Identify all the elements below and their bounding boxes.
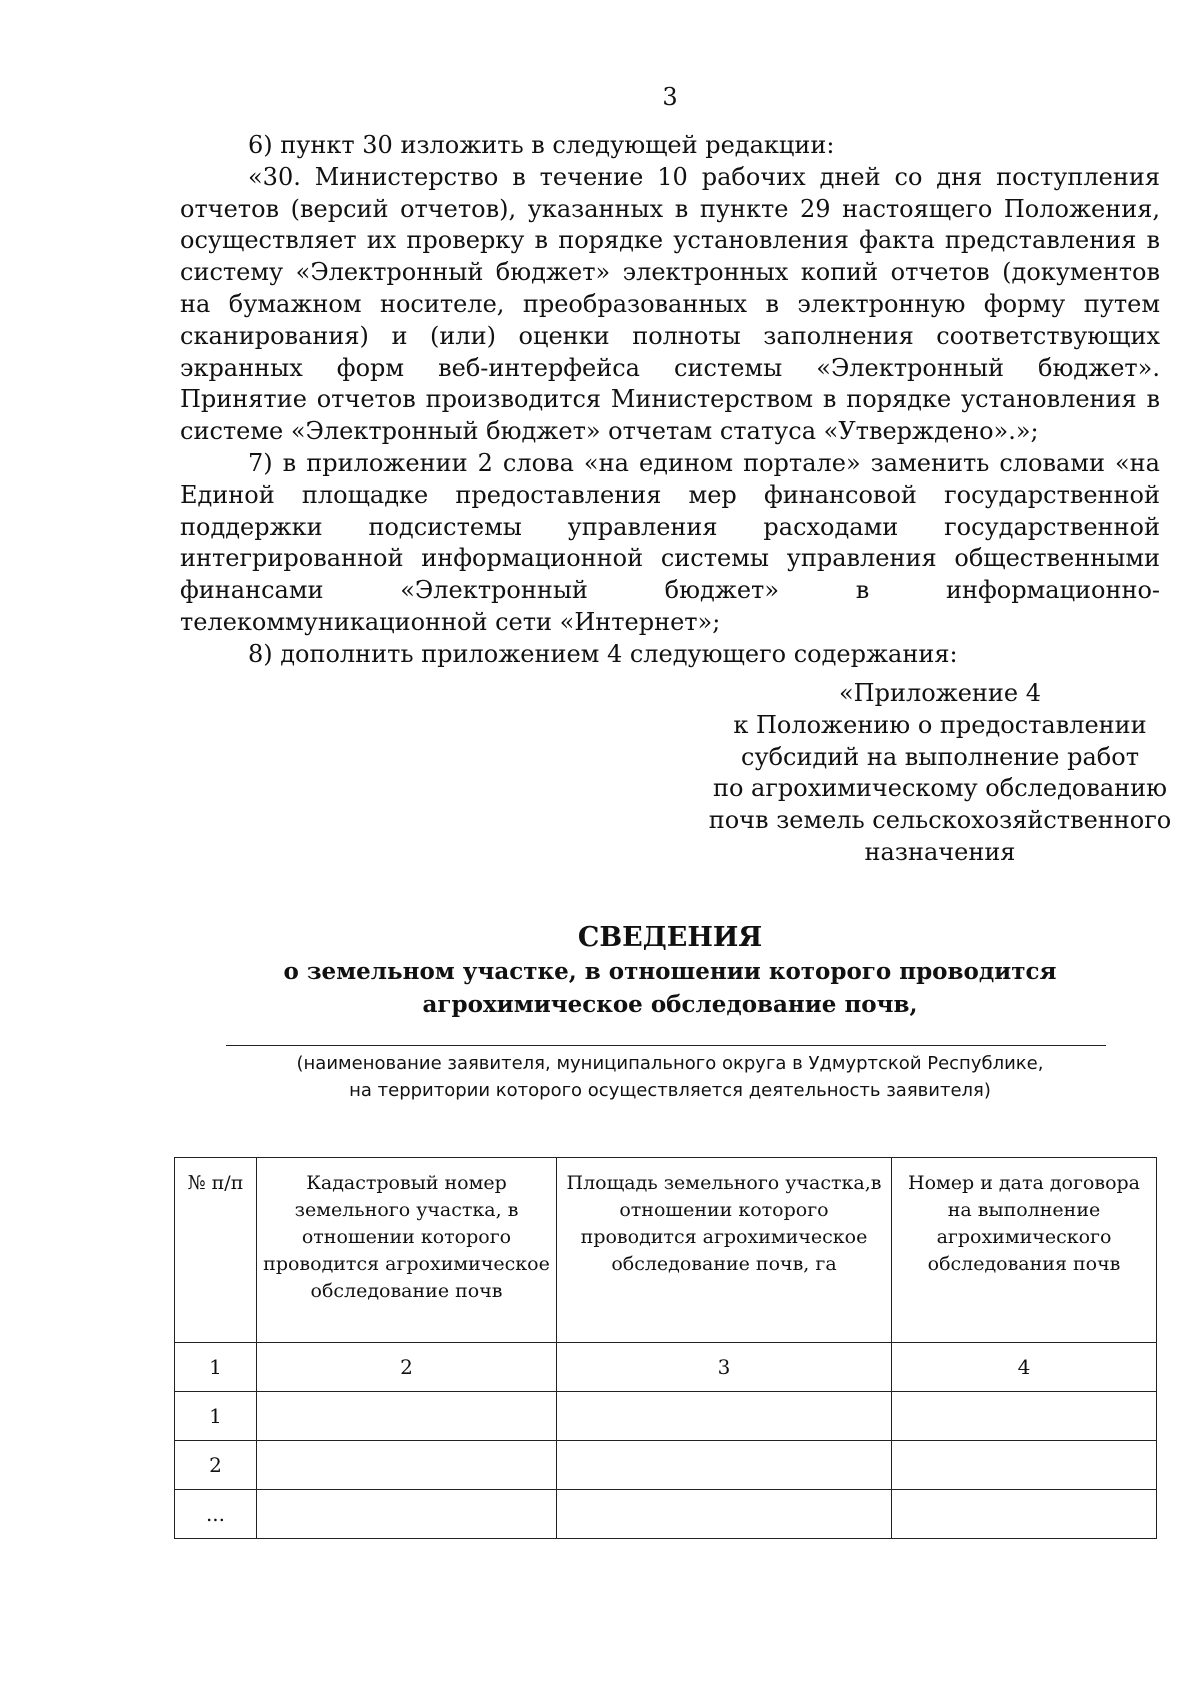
column-number-cell: 4 bbox=[892, 1343, 1157, 1392]
header-cell-number: № п/п bbox=[175, 1158, 257, 1343]
subtitle-line: агрохимическое обследование почв, bbox=[422, 991, 918, 1018]
appendix-line: почв земель сельскохозяйственного bbox=[708, 806, 1172, 835]
table-row bbox=[175, 1392, 1157, 1441]
table-column-number-row bbox=[175, 1343, 1157, 1392]
header-cell-cadastral: Кадастровый номер земельного участка, в отношении которого проводится агрохимическое обследование почв bbox=[257, 1158, 557, 1343]
table-cell bbox=[257, 1441, 557, 1490]
paragraph-item-8: 8) дополнить приложением 4 следующего содержания: bbox=[248, 639, 958, 668]
table-row bbox=[175, 1441, 1157, 1490]
paragraph-item-30: «30. Министерство в течение 10 рабочих дней со дня поступления отчетов (версий отчетов), указанных в пункте 29 настоящего Положения, осуществляет их проверку в порядке установления факта представления в систему «Электронный бюджет» электронных копий отчетов (документов на бумажном носителе, преобразованных в электронную форму путем сканирования) и (или) оценки полноты заполнения соответствующих экранных форм веб-интерфейса системы «Электронный бюджет». Принятие отчетов производится Министерством в порядке установления в системе «Электронный бюджет» отчетам статуса «Утверждено».»; bbox=[180, 162, 1160, 446]
column-number-cell: 2 bbox=[257, 1343, 557, 1392]
table-row bbox=[175, 1490, 1157, 1539]
header-cell-contract: Номер и дата договора на выполнение агрохимического обследования почв bbox=[892, 1158, 1157, 1343]
appendix-line: к Положению о предоставлении bbox=[733, 710, 1147, 739]
table-cell bbox=[892, 1441, 1157, 1490]
document-title: СВЕДЕНИЯ bbox=[577, 922, 763, 953]
applicant-fill-line bbox=[226, 1045, 1106, 1046]
table-cell bbox=[257, 1490, 557, 1539]
paragraph-item-7: 7) в приложении 2 слова «на едином портале» заменить словами «на Единой площадке предоставления мер финансовой государственной поддержки подсистемы управления расходами государственной интегрированной информационной системы управления общественными финансами «Электронный бюджет» в информационно-телекоммуникационной сети «Интернет»; bbox=[180, 448, 1160, 636]
table-cell bbox=[557, 1392, 892, 1441]
table-cell: ... bbox=[175, 1490, 257, 1539]
caption-line: (наименование заявителя, муниципального округа в Удмуртской Республике, bbox=[296, 1053, 1044, 1074]
table-cell bbox=[892, 1392, 1157, 1441]
land-plot-table bbox=[174, 1157, 1157, 1539]
header-cell-area: Площадь земельного участка,в отношении которого проводится агрохимическое обследование почв, га bbox=[557, 1158, 892, 1343]
table-cell: 2 bbox=[175, 1441, 257, 1490]
caption-line: на территории которого осуществляется деятельность заявителя) bbox=[349, 1080, 991, 1101]
table-cell bbox=[892, 1490, 1157, 1539]
table-cell: 1 bbox=[175, 1392, 257, 1441]
body-text bbox=[180, 130, 1160, 671]
appendix-line: субсидий на выполнение работ bbox=[741, 742, 1139, 771]
table-header-row bbox=[175, 1158, 1157, 1343]
appendix-line: назначения bbox=[864, 837, 1016, 866]
page-number: 3 bbox=[662, 83, 678, 111]
paragraph-item-6: 6) пункт 30 изложить в следующей редакции: bbox=[248, 131, 835, 159]
applicant-fill-caption bbox=[0, 1050, 1200, 1104]
table-cell bbox=[557, 1490, 892, 1539]
document-subtitle bbox=[0, 955, 1200, 1021]
column-number-cell: 3 bbox=[557, 1343, 892, 1392]
subtitle-line: о земельном участке, в отношении которого проводится bbox=[283, 958, 1057, 985]
appendix-heading bbox=[690, 678, 1190, 869]
column-number-cell: 1 bbox=[175, 1343, 257, 1392]
table-cell bbox=[257, 1392, 557, 1441]
appendix-line: «Приложение 4 bbox=[838, 679, 1042, 707]
appendix-line: по агрохимическому обследованию bbox=[712, 774, 1168, 803]
table-cell bbox=[557, 1441, 892, 1490]
